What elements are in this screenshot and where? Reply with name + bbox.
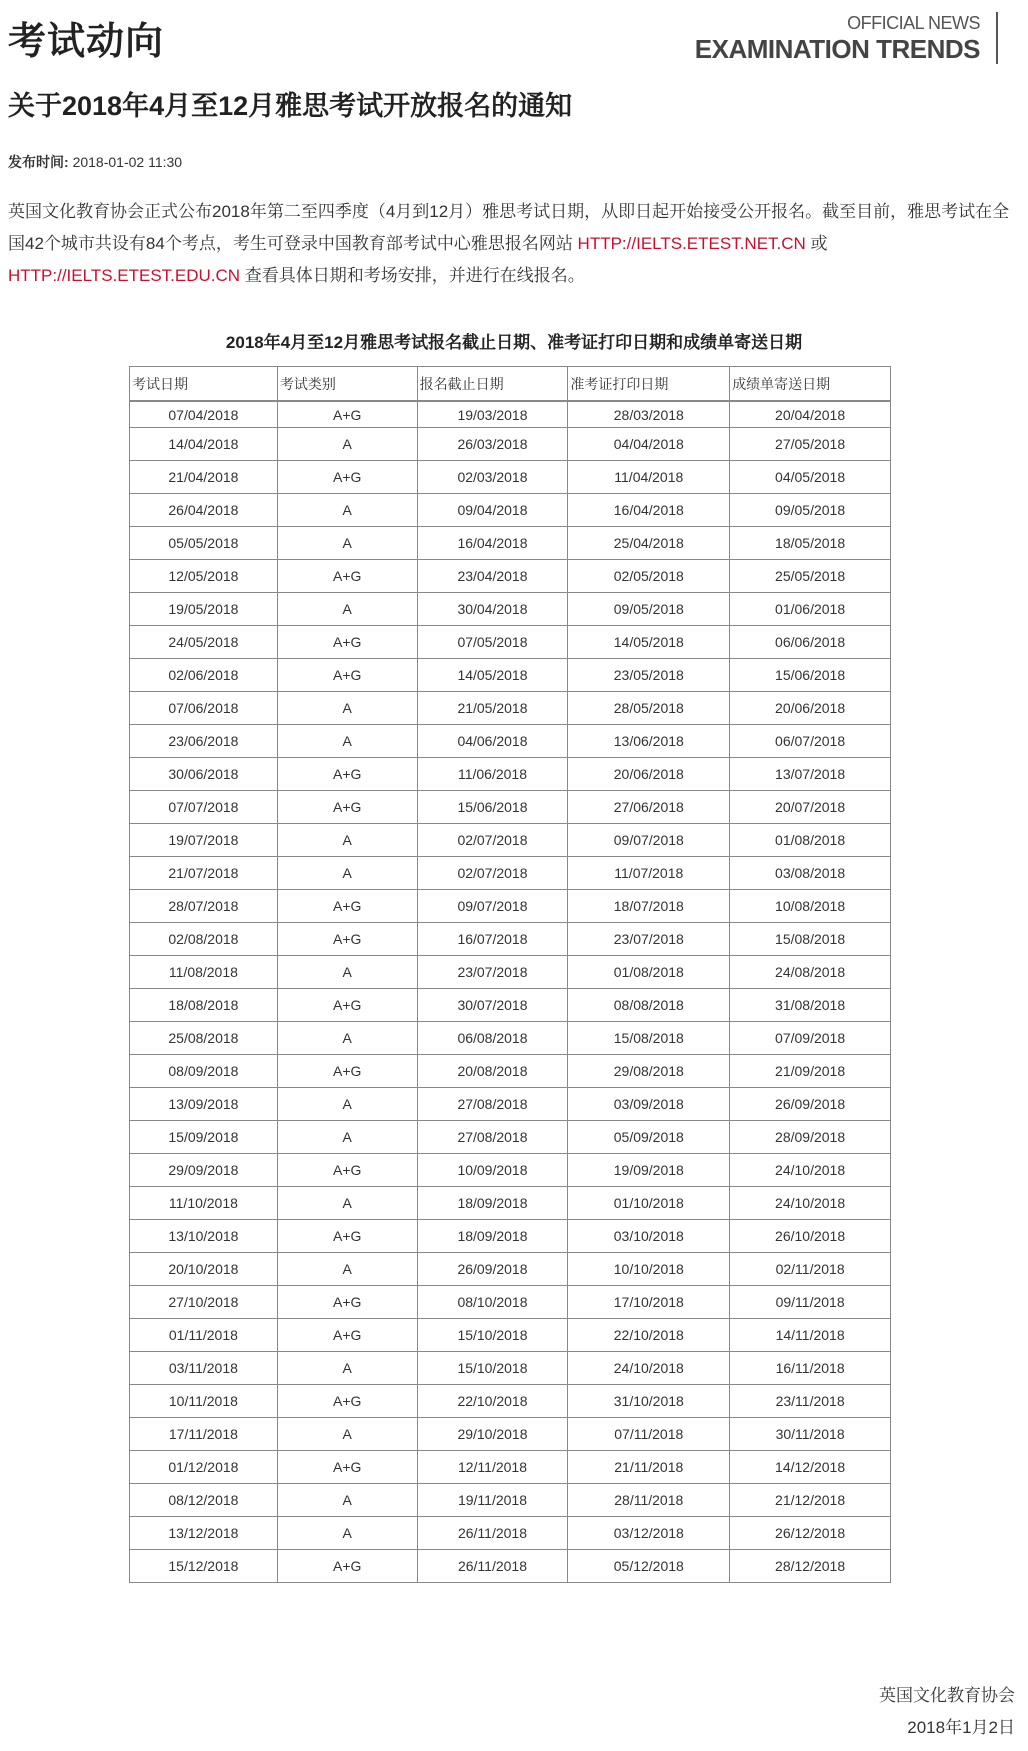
brand-block [695,12,998,64]
cell-exam-type: A [277,428,417,461]
cell-admission-print-date: 05/12/2018 [568,1550,730,1583]
cell-score-report-date: 04/05/2018 [730,461,891,494]
table-row [130,989,891,1022]
table-row [130,824,891,857]
table-row [130,692,891,725]
cell-score-report-date: 24/08/2018 [730,956,891,989]
cell-registration-deadline: 10/09/2018 [417,1154,568,1187]
cell-registration-deadline: 02/07/2018 [417,824,568,857]
cell-exam-date: 02/06/2018 [130,659,278,692]
cell-admission-print-date: 14/05/2018 [568,626,730,659]
cell-exam-type: A [277,857,417,890]
cell-score-report-date: 26/10/2018 [730,1220,891,1253]
cell-score-report-date: 21/09/2018 [730,1055,891,1088]
cell-exam-date: 19/07/2018 [130,824,278,857]
cell-exam-date: 01/11/2018 [130,1319,278,1352]
cell-exam-date: 07/04/2018 [130,401,278,428]
cell-registration-deadline: 30/04/2018 [417,593,568,626]
table-row [130,956,891,989]
cell-exam-type: A+G [277,1154,417,1187]
table-row [130,758,891,791]
table-row [130,428,891,461]
table-row [130,659,891,692]
table-row [130,401,891,428]
cell-exam-date: 28/07/2018 [130,890,278,923]
cell-score-report-date: 28/12/2018 [730,1550,891,1583]
table-row [130,1187,891,1220]
cell-exam-date: 08/09/2018 [130,1055,278,1088]
cell-admission-print-date: 07/11/2018 [568,1418,730,1451]
cell-exam-type: A [277,593,417,626]
cell-exam-date: 14/04/2018 [130,428,278,461]
cell-registration-deadline: 09/04/2018 [417,494,568,527]
table-row [130,1286,891,1319]
cell-exam-date: 17/11/2018 [130,1418,278,1451]
cell-score-report-date: 27/05/2018 [730,428,891,461]
publish-label: 发布时间: [8,154,69,170]
signature-block [879,1680,1015,1744]
cell-exam-date: 01/12/2018 [130,1451,278,1484]
cell-exam-type: A+G [277,1451,417,1484]
intro-text-1: 英国文化教育协会正式公布2018年第二至四季度（4月到12月）雅思考试日期，从即日起开始接受公开报名。截至目前，雅思考试在全国42个城市共设有84个考点，考生可登录中国教育部考试中心雅思报名网站 [8,202,1010,253]
cell-exam-type: A+G [277,1385,417,1418]
cell-exam-date: 13/12/2018 [130,1517,278,1550]
cell-exam-type: A+G [277,923,417,956]
cell-registration-deadline: 26/11/2018 [417,1550,568,1583]
cell-score-report-date: 15/06/2018 [730,659,891,692]
cell-registration-deadline: 18/09/2018 [417,1220,568,1253]
cell-exam-date: 15/09/2018 [130,1121,278,1154]
cell-score-report-date: 24/10/2018 [730,1187,891,1220]
cell-exam-type: A+G [277,1220,417,1253]
table-row [130,626,891,659]
cell-registration-deadline: 23/04/2018 [417,560,568,593]
cell-registration-deadline: 04/06/2018 [417,725,568,758]
cell-exam-type: A [277,692,417,725]
table-title: 2018年4月至12月雅思考试报名截止日期、准考证打印日期和成绩单寄送日期 [225,333,803,352]
signature-organization: 英国文化教育协会 [879,1686,1015,1705]
cell-registration-deadline: 02/03/2018 [417,461,568,494]
table-row [130,725,891,758]
intro-paragraph [8,196,1013,292]
cell-score-report-date: 26/12/2018 [730,1517,891,1550]
table-row [130,1055,891,1088]
cell-admission-print-date: 03/12/2018 [568,1517,730,1550]
cell-exam-type: A+G [277,758,417,791]
cell-exam-date: 21/07/2018 [130,857,278,890]
cell-registration-deadline: 15/10/2018 [417,1352,568,1385]
cell-exam-type: A [277,1121,417,1154]
cell-exam-type: A+G [277,1055,417,1088]
cell-exam-date: 08/12/2018 [130,1484,278,1517]
cell-score-report-date: 31/08/2018 [730,989,891,1022]
cell-registration-deadline: 30/07/2018 [417,989,568,1022]
table-row [130,1550,891,1583]
table-row [130,593,891,626]
exam-schedule-table [129,366,891,1583]
cell-score-report-date: 26/09/2018 [730,1088,891,1121]
ielts-etest-edu-link[interactable]: HTTP://IELTS.ETEST.EDU.CN [8,266,241,285]
cell-admission-print-date: 20/06/2018 [568,758,730,791]
table-row [130,1121,891,1154]
cell-exam-date: 19/05/2018 [130,593,278,626]
cell-admission-print-date: 03/09/2018 [568,1088,730,1121]
cell-admission-print-date: 15/08/2018 [568,1022,730,1055]
cell-exam-type: A [277,824,417,857]
cell-exam-date: 15/12/2018 [130,1550,278,1583]
cell-exam-date: 07/06/2018 [130,692,278,725]
cell-score-report-date: 20/07/2018 [730,791,891,824]
cell-score-report-date: 09/11/2018 [730,1286,891,1319]
intro-text-2: 查看具体日期和考场安排，并进行在线报名。 [240,266,585,285]
cell-registration-deadline: 23/07/2018 [417,956,568,989]
table-row [130,857,891,890]
cell-registration-deadline: 19/03/2018 [417,401,568,428]
cell-score-report-date: 14/12/2018 [730,1451,891,1484]
cell-registration-deadline: 16/07/2018 [417,923,568,956]
cell-exam-date: 21/04/2018 [130,461,278,494]
cell-exam-date: 05/05/2018 [130,527,278,560]
cell-score-report-date: 03/08/2018 [730,857,891,890]
cell-exam-type: A [277,1484,417,1517]
cell-exam-date: 24/05/2018 [130,626,278,659]
cell-admission-print-date: 28/03/2018 [568,401,730,428]
cell-score-report-date: 28/09/2018 [730,1121,891,1154]
cell-exam-type: A [277,494,417,527]
cell-exam-type: A [277,956,417,989]
cell-admission-print-date: 28/05/2018 [568,692,730,725]
cell-exam-type: A+G [277,791,417,824]
cell-exam-date: 11/10/2018 [130,1187,278,1220]
cell-exam-date: 13/10/2018 [130,1220,278,1253]
cell-exam-type: A [277,1088,417,1121]
cell-score-report-date: 25/05/2018 [730,560,891,593]
cell-registration-deadline: 20/08/2018 [417,1055,568,1088]
cell-admission-print-date: 27/06/2018 [568,791,730,824]
cell-admission-print-date: 23/07/2018 [568,923,730,956]
header-score-report-date: 成绩单寄送日期 [730,367,891,402]
table-row [130,1022,891,1055]
cell-score-report-date: 06/07/2018 [730,725,891,758]
cell-exam-date: 25/08/2018 [130,1022,278,1055]
cell-admission-print-date: 19/09/2018 [568,1154,730,1187]
cell-admission-print-date: 24/10/2018 [568,1352,730,1385]
cell-exam-date: 29/09/2018 [130,1154,278,1187]
table-row [130,461,891,494]
cell-exam-type: A+G [277,1550,417,1583]
section-title: 考试动向 [8,21,165,63]
cell-admission-print-date: 08/08/2018 [568,989,730,1022]
cell-admission-print-date: 21/11/2018 [568,1451,730,1484]
cell-score-report-date: 01/06/2018 [730,593,891,626]
cell-admission-print-date: 01/08/2018 [568,956,730,989]
cell-exam-date: 07/07/2018 [130,791,278,824]
cell-exam-type: A+G [277,890,417,923]
cell-exam-type: A+G [277,461,417,494]
cell-registration-deadline: 26/11/2018 [417,1517,568,1550]
table-row [130,1253,891,1286]
cell-registration-deadline: 06/08/2018 [417,1022,568,1055]
cell-score-report-date: 15/08/2018 [730,923,891,956]
cell-registration-deadline: 19/11/2018 [417,1484,568,1517]
cell-exam-type: A [277,1253,417,1286]
cell-exam-type: A [277,527,417,560]
intro-or: 或 [805,234,828,253]
cell-registration-deadline: 11/06/2018 [417,758,568,791]
cell-score-report-date: 23/11/2018 [730,1385,891,1418]
cell-admission-print-date: 28/11/2018 [568,1484,730,1517]
table-row [130,1484,891,1517]
cell-score-report-date: 07/09/2018 [730,1022,891,1055]
cell-admission-print-date: 13/06/2018 [568,725,730,758]
page-header [0,0,1028,70]
cell-registration-deadline: 09/07/2018 [417,890,568,923]
table-row [130,1352,891,1385]
cell-score-report-date: 16/11/2018 [730,1352,891,1385]
cell-exam-date: 02/08/2018 [130,923,278,956]
table-row [130,494,891,527]
cell-score-report-date: 09/05/2018 [730,494,891,527]
header-registration-deadline: 报名截止日期 [417,367,568,402]
cell-exam-type: A [277,1022,417,1055]
cell-registration-deadline: 07/05/2018 [417,626,568,659]
cell-admission-print-date: 22/10/2018 [568,1319,730,1352]
cell-exam-date: 13/09/2018 [130,1088,278,1121]
cell-score-report-date: 14/11/2018 [730,1319,891,1352]
cell-registration-deadline: 15/06/2018 [417,791,568,824]
table-row [130,1517,891,1550]
header-admission-print-date: 准考证打印日期 [568,367,730,402]
table-row [130,1154,891,1187]
cell-score-report-date: 24/10/2018 [730,1154,891,1187]
cell-score-report-date: 10/08/2018 [730,890,891,923]
cell-score-report-date: 20/06/2018 [730,692,891,725]
cell-admission-print-date: 03/10/2018 [568,1220,730,1253]
cell-admission-print-date: 16/04/2018 [568,494,730,527]
cell-registration-deadline: 18/09/2018 [417,1187,568,1220]
cell-exam-type: A+G [277,989,417,1022]
table-row [130,527,891,560]
cell-admission-print-date: 09/05/2018 [568,593,730,626]
cell-registration-deadline: 12/11/2018 [417,1451,568,1484]
article-title: 关于2018年4月至12月雅思考试开放报名的通知 [8,91,573,121]
header-exam-type: 考试类别 [277,367,417,402]
cell-registration-deadline: 08/10/2018 [417,1286,568,1319]
cell-admission-print-date: 01/10/2018 [568,1187,730,1220]
cell-registration-deadline: 27/08/2018 [417,1088,568,1121]
ielts-etest-net-link[interactable]: HTTP://IELTS.ETEST.NET.CN [577,234,806,253]
cell-registration-deadline: 26/09/2018 [417,1253,568,1286]
cell-exam-type: A+G [277,1319,417,1352]
cell-exam-date: 20/10/2018 [130,1253,278,1286]
cell-admission-print-date: 02/05/2018 [568,560,730,593]
table-row [130,1451,891,1484]
cell-score-report-date: 30/11/2018 [730,1418,891,1451]
cell-admission-print-date: 29/08/2018 [568,1055,730,1088]
cell-exam-type: A [277,1418,417,1451]
table-row [130,890,891,923]
cell-admission-print-date: 25/04/2018 [568,527,730,560]
cell-score-report-date: 06/06/2018 [730,626,891,659]
table-row [130,923,891,956]
cell-exam-type: A [277,1187,417,1220]
cell-admission-print-date: 11/04/2018 [568,461,730,494]
cell-score-report-date: 01/08/2018 [730,824,891,857]
cell-registration-deadline: 21/05/2018 [417,692,568,725]
table-header-row [130,367,891,402]
cell-exam-type: A+G [277,626,417,659]
cell-exam-type: A+G [277,560,417,593]
table-row [130,1385,891,1418]
cell-score-report-date: 21/12/2018 [730,1484,891,1517]
cell-admission-print-date: 11/07/2018 [568,857,730,890]
publish-time: 2018-01-02 11:30 [72,154,183,170]
table-row [130,1319,891,1352]
table-body [130,401,891,1583]
cell-exam-type: A [277,725,417,758]
brand-official-news: OFFICIAL NEWS [847,13,980,33]
header-exam-date: 考试日期 [130,367,278,402]
cell-admission-print-date: 09/07/2018 [568,824,730,857]
cell-registration-deadline: 16/04/2018 [417,527,568,560]
cell-registration-deadline: 29/10/2018 [417,1418,568,1451]
cell-exam-type: A+G [277,659,417,692]
cell-exam-date: 10/11/2018 [130,1385,278,1418]
cell-exam-date: 26/04/2018 [130,494,278,527]
cell-admission-print-date: 23/05/2018 [568,659,730,692]
table-row [130,1418,891,1451]
cell-admission-print-date: 31/10/2018 [568,1385,730,1418]
publish-info [8,152,182,172]
cell-score-report-date: 02/11/2018 [730,1253,891,1286]
cell-exam-date: 27/10/2018 [130,1286,278,1319]
cell-score-report-date: 13/07/2018 [730,758,891,791]
cell-exam-date: 11/08/2018 [130,956,278,989]
cell-exam-date: 12/05/2018 [130,560,278,593]
cell-admission-print-date: 05/09/2018 [568,1121,730,1154]
cell-score-report-date: 20/04/2018 [730,401,891,428]
table-row [130,560,891,593]
cell-admission-print-date: 04/04/2018 [568,428,730,461]
cell-registration-deadline: 22/10/2018 [417,1385,568,1418]
cell-registration-deadline: 15/10/2018 [417,1319,568,1352]
cell-exam-type: A+G [277,401,417,428]
brand-examination-trends: EXAMINATION TRENDS [694,34,980,64]
cell-exam-date: 03/11/2018 [130,1352,278,1385]
table-row [130,1220,891,1253]
cell-admission-print-date: 17/10/2018 [568,1286,730,1319]
cell-admission-print-date: 18/07/2018 [568,890,730,923]
table-row [130,791,891,824]
cell-exam-date: 23/06/2018 [130,725,278,758]
cell-exam-date: 18/08/2018 [130,989,278,1022]
cell-score-report-date: 18/05/2018 [730,527,891,560]
cell-exam-type: A+G [277,1286,417,1319]
cell-exam-type: A [277,1517,417,1550]
cell-registration-deadline: 02/07/2018 [417,857,568,890]
table-row [130,1088,891,1121]
cell-registration-deadline: 26/03/2018 [417,428,568,461]
signature-date: 2018年1月2日 [907,1718,1015,1737]
cell-admission-print-date: 10/10/2018 [568,1253,730,1286]
cell-registration-deadline: 14/05/2018 [417,659,568,692]
cell-exam-date: 30/06/2018 [130,758,278,791]
cell-registration-deadline: 27/08/2018 [417,1121,568,1154]
cell-exam-type: A [277,1352,417,1385]
